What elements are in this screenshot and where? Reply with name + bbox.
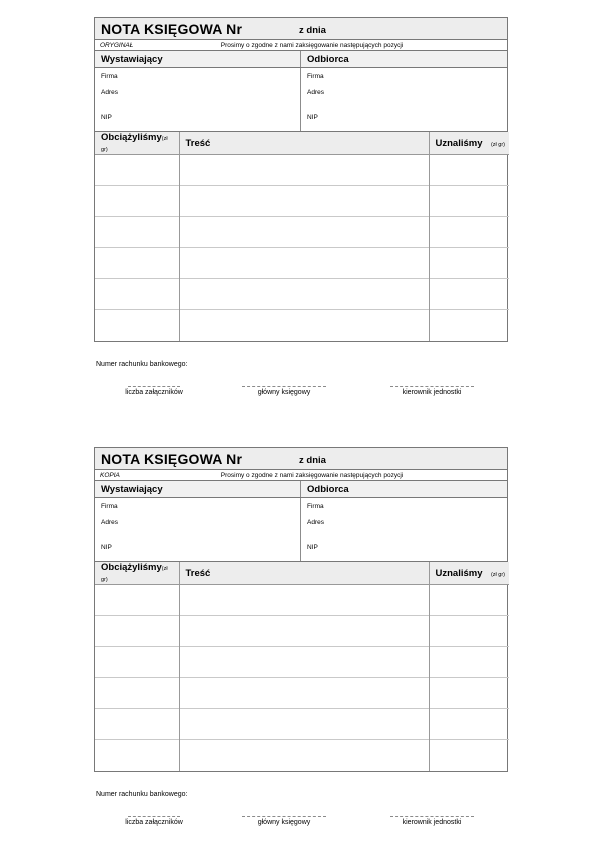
items-empty-row [95, 248, 509, 279]
signature-line [242, 816, 326, 817]
debit-cell [95, 155, 179, 186]
credit-cell [429, 709, 509, 740]
content-cell [179, 740, 429, 771]
nip-label: NIP [307, 544, 318, 551]
content-cell [179, 678, 429, 709]
signature-label: główny księgowy [257, 819, 311, 826]
recipient-header: Odbiorca [307, 484, 349, 495]
recipient-details-cell [301, 498, 507, 561]
debit-cell [95, 616, 179, 647]
credit-cell [429, 155, 509, 186]
items-empty-row [95, 678, 509, 709]
subtitle-row [95, 470, 507, 481]
credit-header-label: Uznaliśmy [435, 137, 483, 149]
credit-header-label: Uznaliśmy [435, 567, 483, 579]
credit-cell [429, 186, 509, 217]
debit-cell [95, 709, 179, 740]
items-empty-row [95, 279, 509, 310]
signature-attachments [116, 386, 192, 396]
signature-label: liczba załączników [125, 819, 183, 826]
items-header-row [95, 562, 509, 585]
signature-unit-manager [382, 386, 482, 396]
items-header-row [95, 132, 509, 155]
bank-account-label: Numer rachunku bankowego: [96, 791, 188, 798]
credit-cell [429, 279, 509, 310]
parties-body [95, 498, 507, 562]
debit-cell [95, 647, 179, 678]
items-table [95, 132, 509, 341]
credit-unit-label: (zł gr) [490, 571, 505, 578]
debit-header [95, 132, 179, 155]
content-header [179, 562, 429, 585]
content-cell [179, 155, 429, 186]
items-empty-row [95, 740, 509, 771]
signature-label: kierownik jednostki [402, 819, 462, 826]
items-empty-row [95, 186, 509, 217]
booking-request-text: Prosimy o zgodne z nami zaksięgowanie następujących pozycji [220, 42, 404, 49]
nota-ksiegowa-form-original [94, 17, 508, 396]
debit-unit-label: (zł gr) [101, 566, 168, 583]
form-title: NOTA KSIĘGOWA Nr [101, 451, 243, 467]
debit-header [95, 562, 179, 585]
signature-label: liczba załączników [125, 389, 183, 396]
debit-header-label: Obciążyliśmy [101, 562, 162, 573]
adres-label: Adres [307, 519, 324, 526]
items-empty-row [95, 585, 509, 616]
debit-cell [95, 217, 179, 248]
signature-chief-accountant [234, 816, 334, 826]
items-empty-row [95, 155, 509, 186]
content-header [179, 132, 429, 155]
form-frame [94, 17, 508, 342]
parties-header [95, 481, 507, 498]
debit-cell [95, 310, 179, 341]
issuer-header: Wystawiający [95, 51, 301, 67]
signature-line [128, 386, 180, 387]
credit-header [429, 132, 509, 155]
subtitle-row [95, 40, 507, 51]
debit-cell [95, 248, 179, 279]
credit-cell [429, 678, 509, 709]
content-cell [179, 310, 429, 341]
nip-label: NIP [101, 114, 112, 121]
credit-cell [429, 616, 509, 647]
signature-line [390, 386, 474, 387]
issuer-details-cell [95, 68, 301, 131]
firma-label: Firma [101, 503, 118, 510]
booking-request-text: Prosimy o zgodne z nami zaksięgowanie następujących pozycji [220, 472, 404, 479]
content-cell [179, 585, 429, 616]
debit-cell [95, 678, 179, 709]
date-label: z dnia [299, 25, 326, 36]
copy-type-label: ORYGINAŁ [100, 42, 134, 49]
signature-unit-manager [382, 816, 482, 826]
recipient-details-cell [301, 68, 507, 131]
nip-label: NIP [101, 544, 112, 551]
form-frame [94, 447, 508, 772]
items-empty-row [95, 709, 509, 740]
adres-label: Adres [101, 519, 118, 526]
credit-header [429, 562, 509, 585]
signature-line [128, 816, 180, 817]
date-label: z dnia [299, 455, 326, 466]
credit-cell [429, 310, 509, 341]
debit-cell [95, 279, 179, 310]
items-empty-row [95, 310, 509, 341]
parties-body [95, 68, 507, 132]
content-cell [179, 217, 429, 248]
debit-cell [95, 585, 179, 616]
content-header-label: Treść [185, 137, 211, 149]
title-row [95, 18, 507, 40]
credit-cell [429, 647, 509, 678]
items-empty-row [95, 616, 509, 647]
debit-cell [95, 186, 179, 217]
form-title: NOTA KSIĘGOWA Nr [101, 21, 243, 37]
nota-ksiegowa-form-kopia [94, 447, 508, 826]
debit-cell [95, 740, 179, 771]
credit-cell [429, 217, 509, 248]
items-empty-row [95, 217, 509, 248]
issuer-header: Wystawiający [95, 481, 301, 497]
title-row [95, 448, 507, 470]
credit-cell [429, 740, 509, 771]
signature-label: kierownik jednostki [402, 389, 462, 396]
content-cell [179, 279, 429, 310]
firma-label: Firma [101, 73, 118, 80]
firma-label: Firma [307, 503, 324, 510]
recipient-header: Odbiorca [307, 54, 349, 65]
content-cell [179, 186, 429, 217]
bank-account-label: Numer rachunku bankowego: [96, 361, 188, 368]
credit-cell [429, 585, 509, 616]
signature-label: główny księgowy [257, 389, 311, 396]
content-header-label: Treść [185, 567, 211, 579]
copy-type-label: KOPIA [100, 472, 120, 479]
parties-header [95, 51, 507, 68]
signature-line [390, 816, 474, 817]
items-empty-row [95, 647, 509, 678]
adres-label: Adres [101, 89, 118, 96]
content-cell [179, 616, 429, 647]
debit-unit-label: (zł gr) [101, 136, 168, 153]
adres-label: Adres [307, 89, 324, 96]
credit-cell [429, 248, 509, 279]
nip-label: NIP [307, 114, 318, 121]
debit-header-label: Obciążyliśmy [101, 132, 162, 143]
credit-unit-label: (zł gr) [490, 141, 505, 148]
content-cell [179, 248, 429, 279]
signature-line [242, 386, 326, 387]
signature-chief-accountant [234, 386, 334, 396]
issuer-details-cell [95, 498, 301, 561]
signature-attachments [116, 816, 192, 826]
items-table [95, 562, 509, 771]
content-cell [179, 647, 429, 678]
content-cell [179, 709, 429, 740]
firma-label: Firma [307, 73, 324, 80]
